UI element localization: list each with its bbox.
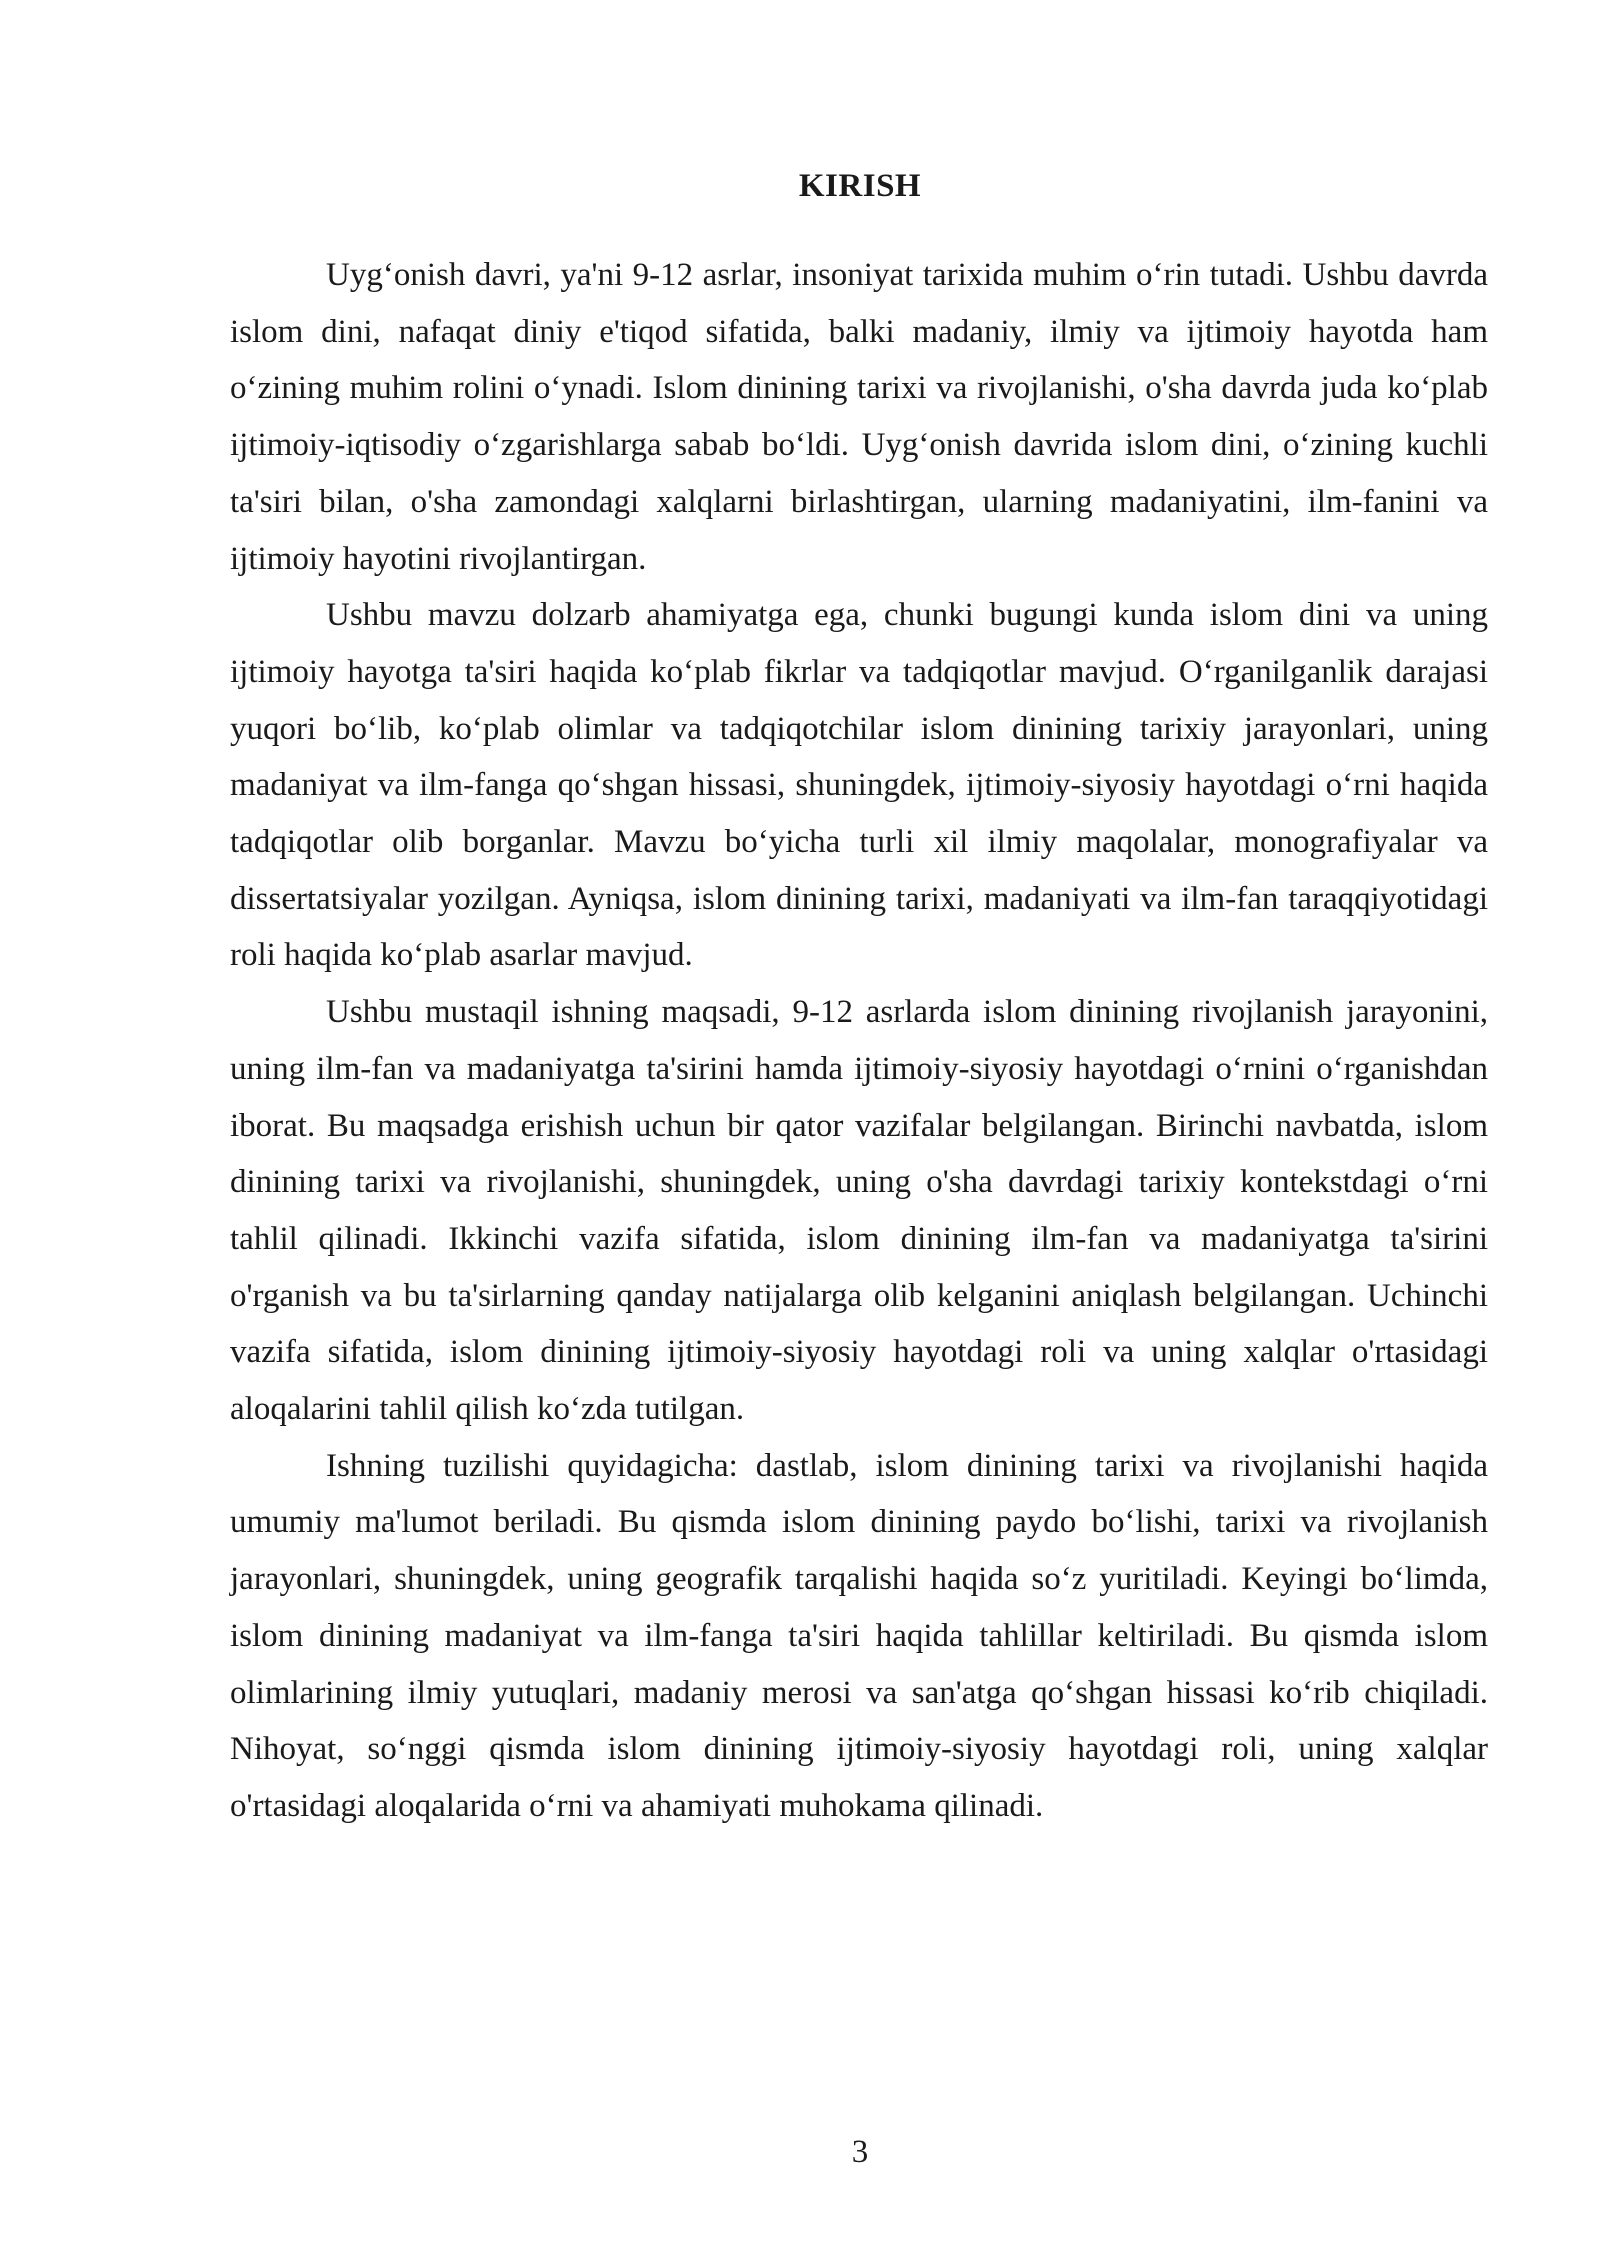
paragraph-relevance: Ushbu mavzu dolzarb ahamiyatga ega, chunki bugungi kunda islom dini va uning ijtimoiy hayotga ta'siri haqida ko‘plab fikrlar va tadqiqotlar mavjud. O‘rganilganlik darajasi yuqori bo‘lib, ko‘plab olimlar va tadqiqotchilar islom dinining tarixiy jarayonlari, uning madaniyat va ilm-fanga qo‘shgan hissasi, shuningdek, ijtimoiy-siyosiy hayotdagi o‘rni haqida tadqiqotlar olib borganlar. Mavzu bo‘yicha turli xil ilmiy maqolalar, monografiyalar va dissertatsiyalar yozilgan. Ayniqsa, islom dinining tarixi, madaniyati va ilm-fan taraqqiyotidagi roli haqida ko‘plab asarlar mavjud.	[230, 597, 1488, 974]
paragraph-objectives: Ushbu mustaqil ishning maqsadi, 9-12 asrlarda islom dinining rivojlanish jarayonini, uning ilm-fan va madaniyatga ta'sirini hamda ijtimoiy-siyosiy hayotdagi o‘rnini o‘rganishdan iborat. Bu maqsadga erishish uchun bir qator vazifalar belgilangan. Birinchi navbatda, islom dinining tarixi va rivojlanishi, shuningdek, uning o'sha davrdagi tarixiy kontekstdagi o‘rni tahlil qilinadi. Ikkinchi vazifa sifatida, islom dinining ilm-fan va madaniyatga ta'sirini o'rganish va bu ta'sirlarning qanday natijalarga olib kelganini aniqlash belgilangan. Uchinchi vazifa sifatida, islom dinining ijtimoiy-siyosiy hayotdagi roli va uning xalqlar o'rtasidagi aloqalarini tahlil qilish ko‘zda tutilgan.	[230, 994, 1488, 1428]
paragraph-structure: Ishning tuzilishi quyidagicha: dastlab, islom dinining tarixi va rivojlanishi haqida umumiy ma'lumot beriladi. Bu qismda islom dinining paydo bo‘lishi, tarixi va rivojlanish jarayonlari, shuningdek, uning geografik tarqalishi haqida so‘z yuritiladi. Keyingi bo‘limda, islom dinining madaniyat va ilm-fanga ta'siri haqida tahlillar keltiriladi. Bu qismda islom olimlarining ilmiy yutuqlari, madaniy merosi va san'atga qo‘shgan hissasi ko‘rib chiqiladi. Nihoyat, so‘nggi qismda islom dinining ijtimoiy-siyosiy hayotdagi roli, uning xalqlar o'rtasidagi aloqalarida o‘rni va ahamiyati muhokama qilinadi.	[230, 1447, 1488, 1824]
body-text	[230, 247, 1488, 1835]
section-title: KIRISH	[798, 168, 922, 204]
paragraph-introduction: Uyg‘onish davri, ya'ni 9-12 asrlar, insoniyat tarixida muhim o‘rin tutadi. Ushbu davrda islom dini, nafaqat diniy e'tiqod sifatida, balki madaniy, ilmiy va ijtimoiy hayotda ham o‘zining muhim rolini o‘ynadi. Islom dinining tarixi va rivojlanishi, o'sha davrda juda ko‘plab ijtimoiy-iqtisodiy o‘zgarishlarga sabab bo‘ldi. Uyg‘onish davrida islom dini, o‘zining kuchli ta'siri bilan, o'sha zamondagi xalqlarni birlashtirgan, ularning madaniyatini, ilm-fanini va ijtimoiy hayotini rivojlantirgan.	[230, 257, 1488, 577]
page-number: 3	[851, 2134, 869, 2170]
